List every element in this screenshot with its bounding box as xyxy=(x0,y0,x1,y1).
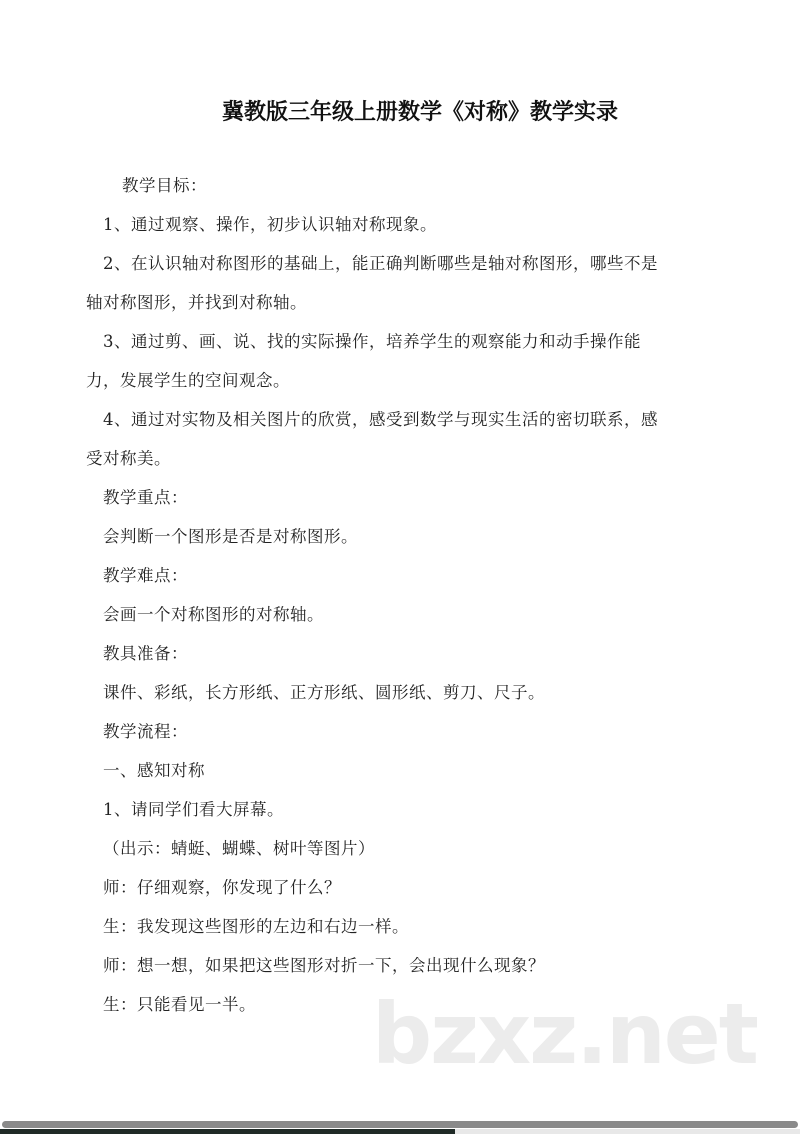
dialogue-line: 师：想一想，如果把这些图形对折一下，会出现什么现象？ xyxy=(103,956,545,975)
dialogue-line: 生：我发现这些图形的左边和右边一样。 xyxy=(103,917,409,936)
heading-key-points: 教学重点： xyxy=(103,488,188,507)
horizontal-scrollbar[interactable] xyxy=(2,1121,798,1128)
section-heading: 一、感知对称 xyxy=(103,761,205,780)
heading-materials: 教具准备： xyxy=(103,644,188,663)
paragraph-line: 会判断一个图形是否是对称图形。 xyxy=(103,527,358,546)
paragraph-line: 课件、彩纸，长方形纸、正方形纸、圆形纸、剪刀、尺子。 xyxy=(103,683,545,702)
paragraph-line: 1、通过观察、操作，初步认识轴对称现象。 xyxy=(103,215,437,234)
taskbar-tray xyxy=(455,1129,800,1134)
watermark: bzxz.net xyxy=(372,985,757,1083)
dialogue-line: 生：只能看见一半。 xyxy=(103,995,256,1014)
dialogue-line: 师：仔细观察，你发现了什么？ xyxy=(103,878,341,897)
paragraph-line: 2、在认识轴对称图形的基础上，能正确判断哪些是轴对称图形，哪些不是 xyxy=(103,254,658,273)
paragraph-line: 4、通过对实物及相关图片的欣赏，感受到数学与现实生活的密切联系，感 xyxy=(103,410,658,429)
paragraph-line: 力，发展学生的空间观念。 xyxy=(86,371,290,390)
heading-objectives: 教学目标： xyxy=(122,176,207,195)
paragraph-line: 受对称美。 xyxy=(86,449,171,468)
heading-process: 教学流程： xyxy=(103,722,188,741)
paragraph-line: 轴对称图形，并找到对称轴。 xyxy=(86,293,307,312)
paragraph-line: 3、通过剪、画、说、找的实际操作，培养学生的观察能力和动手操作能 xyxy=(103,332,641,351)
document-title: 冀教版三年级上册数学《对称》教学实录 xyxy=(221,100,618,125)
paragraph-line: 1、请同学们看大屏幕。 xyxy=(103,800,284,819)
paragraph-line: （出示：蜻蜓、蝴蝶、树叶等图片） xyxy=(103,839,375,858)
paragraph-line: 会画一个对称图形的对称轴。 xyxy=(103,605,324,624)
heading-difficulties: 教学难点： xyxy=(103,566,188,585)
